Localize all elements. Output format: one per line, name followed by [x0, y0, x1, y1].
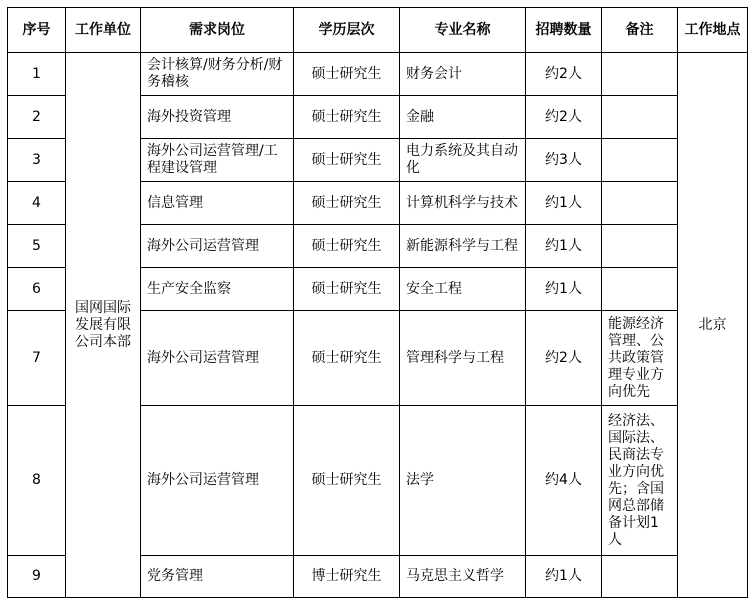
- row-education: 硕士研究生: [294, 53, 400, 96]
- row-note: [602, 96, 678, 139]
- recruitment-table: [7, 7, 748, 598]
- row-major: 法学: [400, 406, 526, 556]
- row-count: 约1人: [526, 556, 602, 598]
- location-cell: 北京: [678, 53, 748, 598]
- row-post: 会计核算/财务分析/财务稽核: [141, 53, 294, 96]
- header-note: 备注: [602, 8, 678, 53]
- unit-cell: 国网国际发展有限公司本部: [66, 53, 141, 598]
- row-education: 硕士研究生: [294, 268, 400, 311]
- row-count: 约1人: [526, 225, 602, 268]
- row-count: 约1人: [526, 182, 602, 225]
- row-post: 海外公司运营管理/工程建设管理: [141, 139, 294, 182]
- row-post: 生产安全监察: [141, 268, 294, 311]
- row-major: 安全工程: [400, 268, 526, 311]
- row-major: 财务会计: [400, 53, 526, 96]
- row-education: 硕士研究生: [294, 311, 400, 406]
- row-education: 博士研究生: [294, 556, 400, 598]
- header-no: 序号: [8, 8, 66, 53]
- row-count: 约2人: [526, 53, 602, 96]
- row-count: 约1人: [526, 268, 602, 311]
- table-row: [8, 53, 748, 96]
- row-no: 7: [8, 311, 66, 406]
- row-note: 能源经济管理、公共政策管理专业方向优先: [602, 311, 678, 406]
- row-count: 约3人: [526, 139, 602, 182]
- header-education: 学历层次: [294, 8, 400, 53]
- row-count: 约2人: [526, 96, 602, 139]
- row-count: 约4人: [526, 406, 602, 556]
- row-note: [602, 268, 678, 311]
- header-count: 招聘数量: [526, 8, 602, 53]
- row-note: [602, 225, 678, 268]
- row-no: 2: [8, 96, 66, 139]
- row-major: 计算机科学与技术: [400, 182, 526, 225]
- row-note: [602, 139, 678, 182]
- row-major: 马克思主义哲学: [400, 556, 526, 598]
- header-major: 专业名称: [400, 8, 526, 53]
- row-major: 管理科学与工程: [400, 311, 526, 406]
- row-no: 3: [8, 139, 66, 182]
- row-major: 金融: [400, 96, 526, 139]
- header-row: [8, 8, 748, 53]
- row-education: 硕士研究生: [294, 406, 400, 556]
- row-no: 5: [8, 225, 66, 268]
- row-major: 新能源科学与工程: [400, 225, 526, 268]
- row-count: 约2人: [526, 311, 602, 406]
- header-location: 工作地点: [678, 8, 748, 53]
- row-no: 4: [8, 182, 66, 225]
- row-post: 海外公司运营管理: [141, 406, 294, 556]
- row-education: 硕士研究生: [294, 139, 400, 182]
- row-education: 硕士研究生: [294, 225, 400, 268]
- row-no: 6: [8, 268, 66, 311]
- header-post: 需求岗位: [141, 8, 294, 53]
- row-major: 电力系统及其自动化: [400, 139, 526, 182]
- row-post: 信息管理: [141, 182, 294, 225]
- row-education: 硕士研究生: [294, 96, 400, 139]
- row-no: 8: [8, 406, 66, 556]
- row-no: 1: [8, 53, 66, 96]
- row-post: 海外公司运营管理: [141, 225, 294, 268]
- row-post: 党务管理: [141, 556, 294, 598]
- row-note: [602, 53, 678, 96]
- row-post: 海外公司运营管理: [141, 311, 294, 406]
- row-no: 9: [8, 556, 66, 598]
- row-note: [602, 182, 678, 225]
- header-unit: 工作单位: [66, 8, 141, 53]
- row-note: 经济法、国际法、民商法专业方向优先；含国网总部储备计划1人: [602, 406, 678, 556]
- row-note: [602, 556, 678, 598]
- row-post: 海外投资管理: [141, 96, 294, 139]
- row-education: 硕士研究生: [294, 182, 400, 225]
